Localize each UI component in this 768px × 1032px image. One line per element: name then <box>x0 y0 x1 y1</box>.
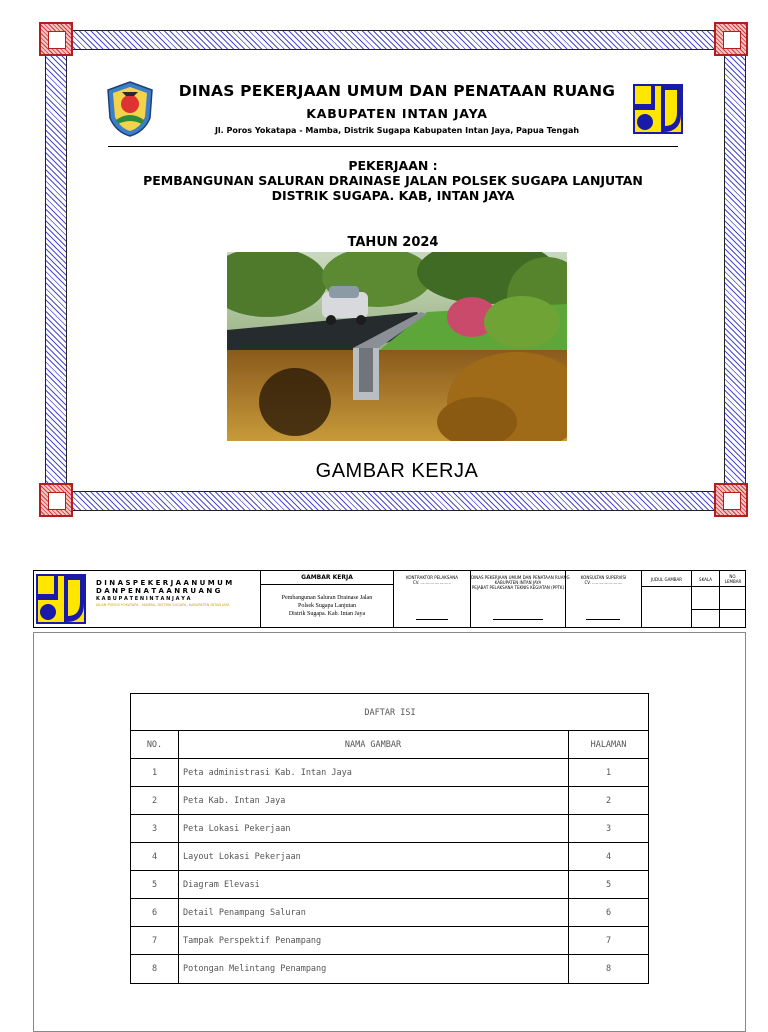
toc-row-halaman: 4 <box>605 852 612 862</box>
title-block-project-cell <box>260 571 393 627</box>
frame-border-bottom <box>52 491 734 511</box>
frame-corner-bottom-right <box>714 483 748 517</box>
kontraktor-signature-line <box>416 619 448 620</box>
toc-row <box>131 786 649 814</box>
title-block-project-line1: Pembangunan Saluran Drainase Jalan <box>281 595 373 601</box>
toc-row-no: 6 <box>151 908 158 918</box>
cover-address: Jl. Poros Yokatapa - Mamba, Distrik Sugapa Kabupaten Intan Jaya, Papua Tengah <box>214 126 580 135</box>
toc-row-nama: Peta Kab. Intan Jaya <box>183 796 286 806</box>
project-year: TAHUN 2024 <box>347 235 439 250</box>
title-block-org-line3: K A B U P A T E N I N T A N J A Y A <box>96 596 191 602</box>
toc-row-halaman: 5 <box>605 880 612 890</box>
toc-row-nama: Diagram Elevasi <box>183 880 260 890</box>
title-block-no-lembar-cell <box>719 571 746 627</box>
toc-row-no: 4 <box>151 852 158 862</box>
judul-gambar-label: JUDUL GAMBAR <box>650 577 683 582</box>
skala-label: SKALA <box>699 577 712 582</box>
dinas-label-3: PEJABAT PELAKSANA TEKNIS KEGIATAN (PPTK) <box>471 585 565 590</box>
toc-row-nama: Peta Lokasi Pekerjaan <box>183 824 291 834</box>
toc-row-nama: Tampak Perspektif Penampang <box>183 936 322 946</box>
title-block-skala-cell <box>691 571 719 627</box>
toc-row-no: 1 <box>151 768 158 778</box>
dinas-label-1: DINAS PEKERJAAN UMUM DAN PENATAAN RUANG <box>471 575 570 580</box>
frame-corner-top-right <box>714 22 748 56</box>
header-divider <box>108 146 678 147</box>
toc-row <box>131 814 649 842</box>
toc-table <box>130 693 649 984</box>
toc-row-nama: Peta administrasi Kab. Intan Jaya <box>183 768 352 778</box>
toc-header-no: NO. <box>146 740 163 750</box>
toc-header-row <box>131 730 649 758</box>
title-block-org-line2: D A N P E N A T A A N R U A N G <box>96 587 221 595</box>
cover-footer-title: GAMBAR KERJA <box>315 460 479 482</box>
toc-row <box>131 758 649 786</box>
toc-row-no: 2 <box>151 796 158 806</box>
konsultan-name: CV. ........................ <box>584 580 623 585</box>
frame-corner-bottom-left <box>39 483 73 517</box>
toc-row-nama: Potongan Melintang Penampang <box>183 964 327 974</box>
pu-logo-icon <box>633 84 683 134</box>
no-lembar-label-2: LEMBAR <box>724 579 742 584</box>
toc-row <box>131 926 649 954</box>
pu-logo-small-icon <box>36 574 86 624</box>
toc-row <box>131 842 649 870</box>
konsultan-label: KONSULTAN SUPERVISI <box>580 575 627 580</box>
no-lembar-label-1: NO. <box>729 574 737 579</box>
title-block-org-line1: D I N A S P E K E R J A A N U M U M <box>96 579 233 587</box>
toc-row-nama: Detail Penampang Saluran <box>183 908 306 918</box>
title-block-konsultan-cell <box>565 571 641 627</box>
drawing-sheet <box>33 570 746 1024</box>
drainage-rendering-image <box>227 252 567 441</box>
title-block-project-line3: Distrik Sugapa. Kab. Intan Jaya <box>288 611 366 617</box>
frame-border-right <box>724 42 746 504</box>
toc-col-divider <box>178 730 179 983</box>
title-block <box>33 570 746 628</box>
frame-border-top <box>52 30 734 50</box>
toc-row-no: 5 <box>151 880 158 890</box>
toc-row-nama: Layout Lokasi Pekerjaan <box>183 852 301 862</box>
title-block-gambar-kerja: GAMBAR KERJA <box>301 574 353 581</box>
toc-row-no: 8 <box>151 964 158 974</box>
toc-row <box>131 954 649 982</box>
toc-row-no: 7 <box>151 936 158 946</box>
toc-header-halaman: HALAMAN <box>590 740 627 750</box>
dinas-label-2: KABUPATEN INTAN JAYA <box>494 580 542 585</box>
title-block-project-line2: Polsek Sugapa Lanjutan <box>298 603 356 609</box>
title-block-judul-cell <box>641 571 691 627</box>
title-block-dinas-cell <box>470 571 570 627</box>
cover-title: DINAS PEKERJAAN UMUM DAN PENATAAN RUANG <box>178 82 616 100</box>
toc-row-halaman: 1 <box>605 768 612 778</box>
kontraktor-label: KONTRAKTOR PELAKSANA <box>406 575 458 580</box>
dinas-signature-line <box>493 619 543 620</box>
toc-title: DAFTAR ISI <box>364 708 416 718</box>
title-block-org-address: JALAN POROS YOKATAPA - MAMBA, DISTRIK SUGAPA, KABUPATEN INTAN JAYA <box>96 603 230 607</box>
toc-row-no: 3 <box>151 824 158 834</box>
toc-row-halaman: 3 <box>605 824 612 834</box>
kontraktor-name: CV. ........................ <box>412 580 452 585</box>
toc-row <box>131 898 649 926</box>
toc-row <box>131 870 649 898</box>
title-block-kontraktor-cell <box>393 571 470 627</box>
toc-row-halaman: 6 <box>605 908 612 918</box>
konsultan-signature-line <box>586 619 620 620</box>
pekerjaan-label: PEKERJAAN : <box>348 158 438 173</box>
project-title-line1: PEMBANGUNAN SALURAN DRAINASE JALAN POLSEK SUGAPA LANJUTAN <box>143 173 643 188</box>
cover-subtitle: KABUPATEN INTAN JAYA <box>306 106 488 121</box>
frame-corner-top-left <box>39 22 73 56</box>
toc-col-divider <box>568 730 569 983</box>
toc-row-halaman: 8 <box>605 964 612 974</box>
toc-header-nama: NAMA GAMBAR <box>344 740 402 750</box>
frame-border-left <box>45 42 67 504</box>
toc-row-halaman: 2 <box>605 796 612 806</box>
regency-emblem <box>104 80 156 138</box>
toc-row-halaman: 7 <box>605 936 612 946</box>
project-title-line2: DISTRIK SUGAPA. KAB, INTAN JAYA <box>271 188 515 203</box>
